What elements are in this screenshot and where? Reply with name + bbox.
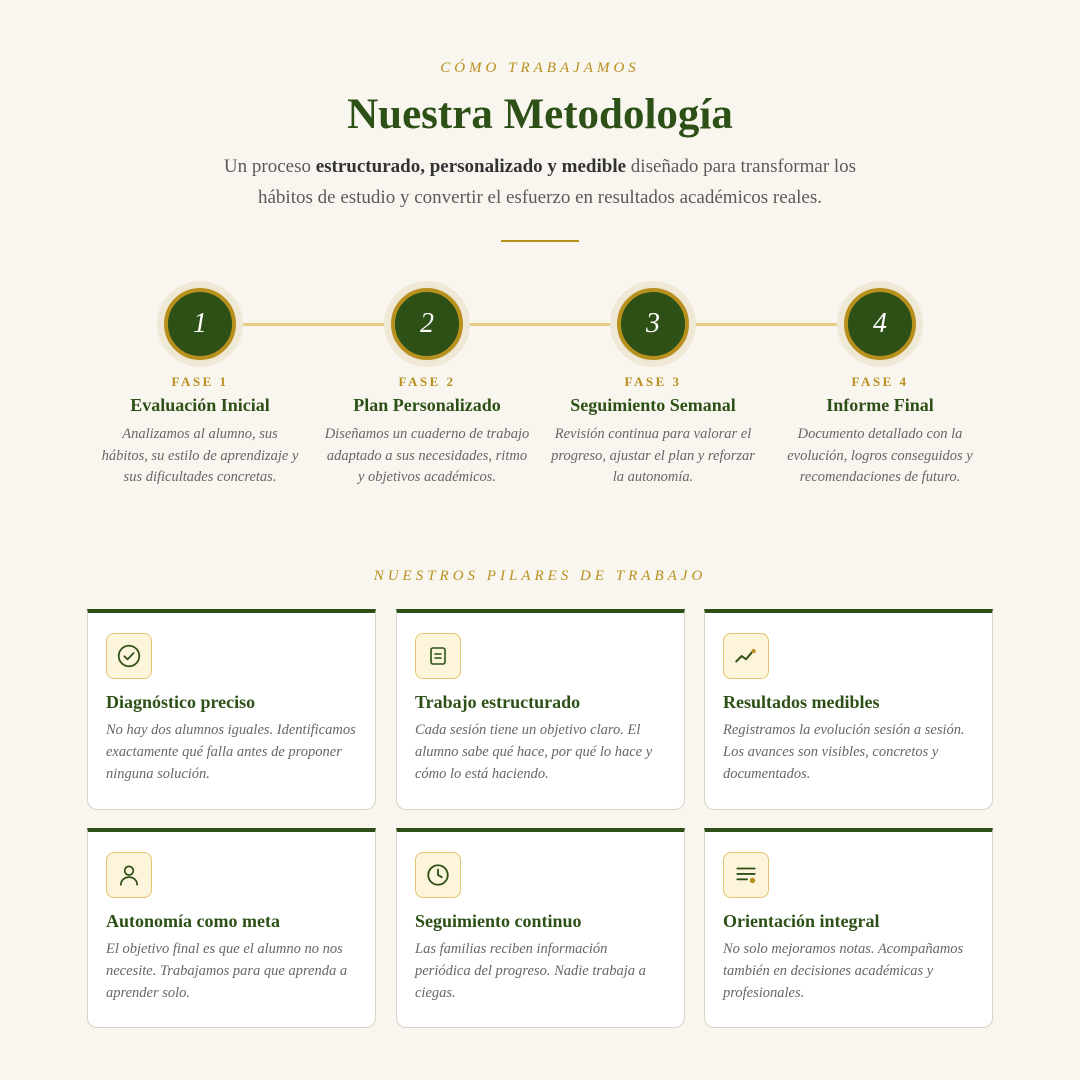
pillar-card-diagnostico <box>87 609 376 810</box>
pillar-card-medibles <box>704 609 993 810</box>
phase-step-3 <box>543 281 763 489</box>
phase-label: FASE 3 <box>624 374 682 389</box>
subtitle-highlight: estructurado, personalizado y medible <box>315 156 627 177</box>
phase-number: 1 <box>164 288 236 360</box>
pillar-description: Cada sesión tiene un objetivo claro. El alumno sabe qué hace, por qué lo hace y cómo lo está haciendo. <box>415 722 653 782</box>
phase-step-4 <box>770 281 990 489</box>
trend-up-icon <box>723 633 769 679</box>
phase-title: Plan Personalizado <box>353 395 501 415</box>
pillars-heading: NUESTROS PILARES DE TRABAJO <box>373 568 707 584</box>
page-title: Nuestra Metodología <box>347 91 733 138</box>
phase-number: 3 <box>617 288 689 360</box>
phase-title: Seguimiento Semanal <box>570 395 736 415</box>
phase-number: 2 <box>391 288 463 360</box>
pillar-card-orientacion <box>704 828 993 1028</box>
pillar-description: Registramos la evolución sesión a sesión. Los avances son visibles, concretos y documentados. <box>723 722 965 782</box>
pillar-title: Orientación integral <box>723 911 880 931</box>
phase-step-2 <box>317 281 537 489</box>
pillar-card-estructurado <box>396 609 685 810</box>
pillar-card-autonomia <box>87 828 376 1028</box>
pillar-title: Resultados medibles <box>723 692 880 712</box>
section-eyebrow: CÓMO TRABAJAMOS <box>440 60 640 76</box>
clock-icon <box>415 852 461 898</box>
title-divider <box>501 240 579 242</box>
pillar-description: Las familias reciben información periódica del progreso. Nadie trabaja a ciegas. <box>415 941 646 1001</box>
subtitle-text: diseñado para transformar los hábitos de estudio y convertir el esfuerzo en resultados académicos reales. <box>258 156 857 208</box>
phase-description: Revisión continua para valorar el progreso, ajustar el plan y reforzar la autonomía. <box>551 426 755 485</box>
phase-label: FASE 1 <box>171 374 229 389</box>
list-check-icon <box>723 852 769 898</box>
phase-ring <box>837 281 923 367</box>
phase-number: 4 <box>844 288 916 360</box>
phase-title: Evaluación Inicial <box>130 395 270 415</box>
check-circle-icon <box>106 633 152 679</box>
page-subtitle <box>200 151 880 213</box>
phase-description: Analizamos al alumno, sus hábitos, su estilo de aprendizaje y sus dificultades concretas. <box>101 426 299 485</box>
pillar-card-seguimiento <box>396 828 685 1028</box>
phase-ring <box>157 281 243 367</box>
pillar-title: Diagnóstico preciso <box>106 692 256 712</box>
pillar-description: No solo mejoramos notas. Acompañamos también en decisiones académicas y profesionales. <box>723 941 964 1001</box>
pillar-title: Autonomía como meta <box>106 911 280 931</box>
phase-title: Informe Final <box>826 395 934 415</box>
phase-ring <box>610 281 696 367</box>
phase-description: Documento detallado con la evolución, logros conseguidos y recomendaciones de futuro. <box>787 426 973 485</box>
pillar-description: No hay dos alumnos iguales. Identificamos exactamente qué falla antes de proponer ninguna solución. <box>106 722 356 782</box>
pillar-description: El objetivo final es que el alumno no nos necesite. Trabajamos para que aprenda a aprender solo. <box>106 941 348 1001</box>
pillar-title: Trabajo estructurado <box>415 692 581 712</box>
phase-ring <box>384 281 470 367</box>
subtitle-text: Un proceso <box>223 156 316 177</box>
user-icon <box>106 852 152 898</box>
phase-label: FASE 4 <box>851 374 909 389</box>
document-icon <box>415 633 461 679</box>
phase-description: Diseñamos un cuaderno de trabajo adaptado a sus necesidades, ritmo y objetivos académicos. <box>324 426 530 485</box>
pillar-title: Seguimiento continuo <box>415 911 582 931</box>
phase-label: FASE 2 <box>398 374 456 389</box>
phase-step-1 <box>90 281 310 489</box>
